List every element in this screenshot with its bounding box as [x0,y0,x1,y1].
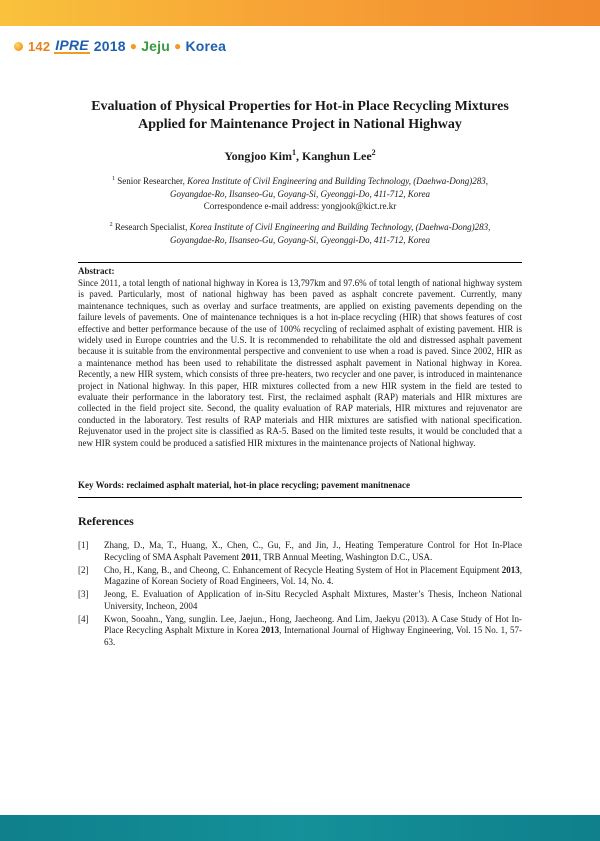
affil-address: Goyangdae-Ro, Ilsanseo-Gu, Goyang-Si, Gyeonggi-Do, 411-712, Korea [170,234,430,245]
reference-item [78,614,522,649]
references-heading: References [78,514,134,528]
reference-source: , TRB Annual Meeting, Washington D.C., USA. [258,551,433,562]
title-line: Evaluation of Physical Properties for Hot-in Place Recycling Mixtures [91,99,509,114]
reference-number: [4] [78,613,89,624]
abstract-heading: Abstract: [78,266,115,276]
reference-text [104,540,522,563]
reference-item [78,540,522,563]
reference-list [78,540,522,650]
author-affil-sup: 1 [291,148,296,157]
divider [78,262,522,263]
logo-mark: IPRE [55,37,89,53]
author-separator: , [295,149,302,163]
affil-role: Research Specialist, [112,222,190,232]
reference-number: [3] [78,589,89,600]
author-name: Kanghun Lee [301,149,372,163]
reference-number: [1] [78,540,89,550]
reference-body: Cho, H., Kang, B., and Cheong, C. Enhancement of Recycle Heating System of Hot in Placement Equipment [104,564,502,575]
reference-year: 2011 [241,551,259,562]
reference-text [104,565,522,588]
abstract-body: Since 2011, a total length of national highway in Korea is 13,797km and 97.6% of total length of national highway system is paved. Particularly, most of national highway has been paved as asphalt concrete pavement. Currently, many maintenance techniques, such as overlay and surface treatments, are applied on existing pavements depending on the failure levels of pavements. One of maintenance techniques is a hot in-place recycling (HIR) that shows features of cost effective and better performance because of the use of 100% recycling of reclaimed asphalt of existing pavement. HIR is widely used in Europe countries and the U.S. It is recommended to rehabilitate the old and distressed asphalt pavement because it is suitable from the environmental perspective and convenient to use when a road is paved. Since 2002, HIR as a maintenance method has been used to rehabilitate the distressed asphalt pavement in National highway in Korea. Recently, a new HIR system, which consists of three pre-heaters, two recycler and one paver, is introduced in maintenance project in National highway. In this paper, HIR mixtures collected from a new HIR system in the field are tested to evaluate their performance in the laboratory test. First, the reclaimed asphalt (RAP) materials and HIR mixtures are collected in the field project site. Second, the quality evaluation of RAP materials, HIR mixtures and rejuvenator are conducted in the laboratory. Test results of RAP materials and HIR mixtures are satisfied with national specification. Rejuvenator used in the project site is classified as RA-5. Based on the limited teste results, it would be concluded that a new HIR system could be produced a satisfied HIR mixtures in the maintenance projects of National highway. [78,278,522,448]
keywords: Key Words: reclaimed asphalt material, hot-in place recycling; pavement manitnenace [78,480,410,490]
reference-text [104,589,522,612]
reference-number: [2] [78,564,89,575]
title-line: Applied for Maintenance Project in National Highway [138,117,462,132]
reference-source: , Magazine of Korean Society of Road Engineers, Vol. 14, No. 4. [104,564,522,587]
affil-institution: Korea Institute of Civil Engineering and Building Technology, (Daehwa-Dong)283, [187,176,488,186]
reference-body: Jeong, E. Evaluation of Application of in-Situ Recycled Asphalt Mixtures, Master’s Thesis, Incheon National University, Incheon, 2004 [104,589,522,611]
reference-text [104,614,522,649]
affil-sup: 1 [112,176,116,182]
author-affil-sup: 2 [371,148,376,157]
reference-body: Kwon, Sooahn., Yang, sunglin. Lee, Jaejun., Hong, Jaecheong. And Lim, Jaekyu (2013). A Case Study of Hot In-Place Recycling Asphalt Mixture in Korea [104,613,522,636]
affiliation-2 [70,219,530,246]
correspondence-email: Correspondence e-mail address: yongjook@kict.re.kr [203,201,397,211]
reference-source: , International Journal of Highway Engineering, Vol. 15 No. 1, 57-63. [104,625,523,647]
author-name: Yongjoo Kim [224,149,292,163]
bullet-dot-icon: ● [174,39,182,53]
logo-orb-icon [14,42,23,51]
author-list [70,148,530,164]
affil-sup: 2 [109,222,113,228]
paper-title [70,98,530,134]
affiliation-1 [70,173,530,213]
logo-number: 142 [28,38,51,54]
divider [78,497,522,498]
bottom-color-bar [0,815,600,841]
affil-institution: Korea Institute of Civil Engineering and Building Technology, (Daehwa-Dong)283, [189,222,491,232]
reference-year: 2013 [261,625,280,636]
logo-year: 2018 [93,38,126,54]
logo-country: Korea [185,38,227,54]
logo-city: Jeju [141,38,171,54]
reference-item [78,565,522,588]
reference-body: Zhang, D., Ma, T., Huang, X., Chen, C., Gu, F., and Jin, J., Heating Temperature Control for Hot In-Place Recycling of SMA Asphalt Pavement [104,540,522,562]
affil-role: Senior Researcher, [115,176,188,186]
affil-address: Goyangdae-Ro, Ilsanseo-Gu, Goyang-Si, Gyeonggi-Do, 411-712, Korea [170,188,430,199]
conference-logo [14,36,226,56]
top-color-bar [0,0,600,26]
bullet-dot-icon: ● [129,39,138,53]
reference-year: 2013 [501,564,520,575]
reference-item [78,589,522,612]
